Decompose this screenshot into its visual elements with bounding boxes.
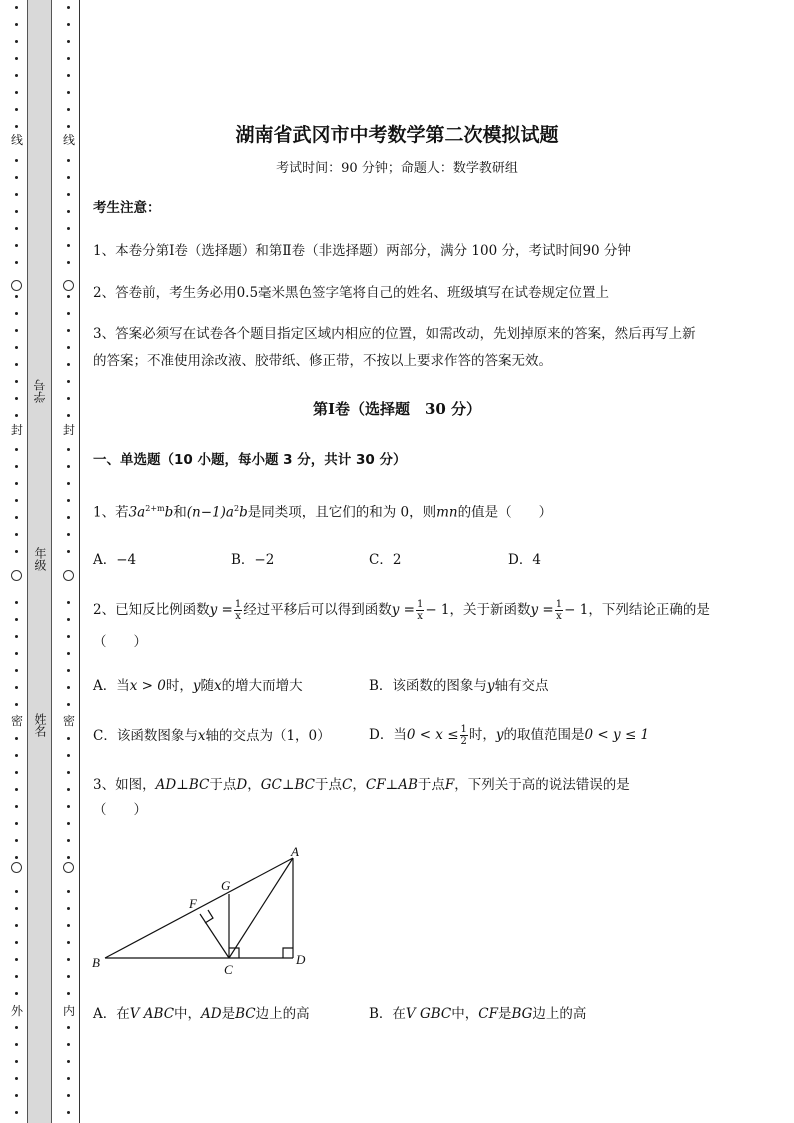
margin-dot [15, 788, 18, 791]
margin-dot [15, 754, 18, 757]
margin-dot [67, 975, 70, 978]
q2-fraction-3 [555, 599, 563, 622]
label-b: B [92, 955, 100, 970]
q3-point-f: F [444, 777, 455, 793]
q3-point-d: D [236, 777, 248, 793]
outer-label-xian: 线 [10, 133, 23, 147]
margin-dot [67, 6, 70, 9]
margin-dot [15, 652, 18, 655]
margin-circle [63, 280, 74, 291]
margin-dot [67, 1077, 70, 1080]
q3-optb-seg2: BG [511, 1006, 533, 1022]
q3-point-c: C [342, 777, 353, 793]
q1-prefix: 1、若 [93, 504, 129, 521]
question-3: 3、如图，AD⊥BC于点D，GC⊥BC于点C，CF⊥AB于点F，下列关于高的说法错误的是 [93, 777, 630, 793]
margin-dot [67, 941, 70, 944]
q3-at-point-2: 于点 [315, 777, 343, 793]
inner-label-xian: 线 [62, 133, 75, 147]
margin-dot [67, 1060, 70, 1063]
q2-text1: 经过平移后可以得到函数 [243, 602, 392, 618]
margin-dot [67, 244, 70, 247]
margin-dot [67, 23, 70, 26]
margin-dot [15, 74, 18, 77]
margin-dot [15, 1111, 18, 1114]
outer-label-feng: 封 [10, 423, 23, 437]
label-c: C [224, 962, 233, 977]
q2-option-d [369, 718, 649, 752]
q3-opta-seg: AD [201, 1006, 222, 1022]
q2-fraction-1 [234, 599, 242, 622]
q2-optb-y: y [486, 678, 495, 694]
q2-opta-y: y [192, 678, 201, 694]
q2-optd-y: y [495, 727, 504, 743]
margin-dot [15, 618, 18, 621]
q3-cond-2: GC⊥BC [260, 777, 316, 793]
q2-text2: ，关于新函数 [449, 602, 531, 618]
outer-label-mi: 密 [10, 714, 23, 728]
margin-dot [15, 601, 18, 604]
margin-dot [15, 23, 18, 26]
margin-dot [15, 822, 18, 825]
field-grade: 年级 [33, 547, 47, 571]
q1-option-c: C．2 [369, 552, 402, 568]
q1-option-d: D．4 [508, 552, 541, 568]
margin-dot [15, 992, 18, 995]
notice-item-1: 1、本卷分第Ⅰ卷（选择题）和第Ⅱ卷（非选择题）两部分，满分 100 分，考试时间90 分钟 [93, 243, 631, 259]
q2-frac2-num: 1 [416, 599, 424, 610]
margin-dot [67, 635, 70, 638]
margin-circle [63, 862, 74, 873]
q2-f2-tail: − 1 [425, 602, 450, 618]
q2-optd-range: 0 < y ≤ 1 [584, 727, 650, 743]
margin-dot [15, 839, 18, 842]
q3-prefix: 3、如图， [93, 777, 156, 793]
margin-dot [15, 958, 18, 961]
right-angle-d [283, 948, 293, 958]
margin-dot [67, 550, 70, 553]
margin-dot [15, 210, 18, 213]
margin-dot [67, 686, 70, 689]
margin-dot [15, 737, 18, 740]
q3-cond-1: AD⊥BC [155, 777, 210, 793]
q3-paren: （ ） [93, 802, 147, 818]
margin-dot [15, 890, 18, 893]
margin-dot [67, 992, 70, 995]
exam-title: 湖南省武冈市中考数学第二次模拟试题 [235, 124, 559, 146]
q2-opta-x: x [214, 678, 222, 694]
margin-dot [15, 1026, 18, 1029]
q2-opta-cond: x > 0 [129, 678, 166, 694]
margin-dot [67, 703, 70, 706]
q3-opta-text: A．在 [93, 1006, 130, 1022]
q2-opta-text: A．当 [93, 678, 130, 694]
q2-optd-text: D．当 [369, 727, 407, 743]
q2-prefix: 2、已知反比例函数 [93, 602, 210, 618]
q1-middle: 是同类项，且它们的和为 0，则 [247, 504, 437, 521]
q2-frac3-den: x [556, 611, 562, 622]
margin-dot [67, 482, 70, 485]
q2-optd-den: 2 [460, 736, 467, 747]
q2-optd-cond: 0 < x ≤ [406, 727, 459, 743]
q2-frac1-den: x [235, 611, 241, 622]
q1-expr2: (n−1)a [186, 504, 234, 521]
q3-opta-seg2: BC [235, 1006, 256, 1022]
q2-optd-mid: 时， [468, 727, 496, 743]
q3-optb-triangle: V GBC [405, 1006, 452, 1022]
margin-dot [15, 108, 18, 111]
q1-var: mn [436, 504, 458, 521]
q2-option-c [93, 726, 331, 746]
q2-opta-mid: 时， [165, 678, 193, 694]
q3-option-a [93, 1004, 310, 1024]
part-heading: 一、单选题（10 小题，每小题 3 分，共计 30 分） [93, 452, 407, 468]
q3-at-point-3: 于点 [417, 777, 445, 793]
margin-dot [15, 550, 18, 553]
margin-dot [67, 380, 70, 383]
q2-opta-tail: 的增大而增大 [221, 678, 303, 694]
q1-suffix: 的值是（ ） [457, 504, 553, 521]
margin-dot [67, 601, 70, 604]
margin-dot [67, 754, 70, 757]
section-title: 第Ⅰ卷（选择题 30 分） [312, 400, 482, 418]
margin-dot [67, 312, 70, 315]
q1-expr1-tail: b [164, 504, 174, 521]
q3-optb-seg: CF [478, 1006, 498, 1022]
margin-circle [11, 570, 22, 581]
q2-optd-num: 1 [460, 724, 467, 735]
margin-dot [67, 40, 70, 43]
margin-dot [67, 907, 70, 910]
q1-option-b: B．−2 [231, 552, 275, 568]
q2-optb-text: B．该函数的图象与 [369, 678, 487, 694]
margin-dot [15, 499, 18, 502]
notice-item-3-line-2: 的答案；不准使用涂改液、胶带纸、修正带，不按以上要求作答的答案无效。 [93, 353, 552, 369]
q2-optd-mid2: 的取值范围是 [503, 727, 585, 743]
margin-dot [15, 907, 18, 910]
margin-dot [15, 703, 18, 706]
margin-dot [67, 74, 70, 77]
q2-optd-fraction [460, 724, 468, 747]
notice-item-2: 2、答卷前，考生务必用0.5毫米黑色签字笔将自己的姓名、班级填写在试卷规定位置上 [93, 285, 610, 301]
inner-label-feng: 封 [62, 423, 75, 437]
margin-dot [67, 1111, 70, 1114]
margin-dot [15, 363, 18, 366]
margin-dot [67, 193, 70, 196]
label-g: G [221, 878, 231, 893]
margin-dot [67, 176, 70, 179]
margin-circle [63, 570, 74, 581]
margin-dot [15, 312, 18, 315]
q2-fraction-2 [416, 599, 424, 622]
q2-paren: （ ） [93, 634, 147, 650]
q3-opta-tail: 边上的高 [255, 1006, 310, 1022]
q3-opta-mid: 中， [174, 1006, 202, 1022]
q2-f2-lhs: y = [391, 602, 415, 618]
margin-dot [67, 448, 70, 451]
margin-dot [67, 108, 70, 111]
margin-dot [15, 635, 18, 638]
margin-dot [67, 329, 70, 332]
segment-cf [200, 914, 229, 958]
margin-dot [67, 669, 70, 672]
label-f: F [189, 896, 197, 911]
notice-heading: 考生注意： [93, 200, 161, 216]
margin-dot [15, 329, 18, 332]
q2-option-b [369, 676, 549, 696]
q2-frac3-num: 1 [555, 599, 563, 610]
margin-dot [67, 1043, 70, 1046]
margin-dot [67, 652, 70, 655]
margin-dot [67, 890, 70, 893]
margin-dot [67, 822, 70, 825]
q2-optc-x: x [197, 728, 206, 744]
margin-dot [67, 91, 70, 94]
exam-subtitle: 考试时间：90 分钟；命题人：数学教研组 [276, 161, 518, 176]
margin-dot [15, 380, 18, 383]
margin-circle [11, 280, 22, 291]
q1-expr2-tail: b [239, 504, 248, 521]
margin-dot [15, 533, 18, 536]
q3-opta-triangle: V ABC [129, 1006, 175, 1022]
margin-dot [15, 516, 18, 519]
margin-dot [67, 227, 70, 230]
margin-dot [67, 856, 70, 859]
q2-optb-tail: 轴有交点 [494, 678, 549, 694]
margin-dot [15, 346, 18, 349]
q2-optc-tail: 轴的交点为（1，0） [205, 728, 331, 744]
margin-circle [11, 862, 22, 873]
margin-dot [15, 295, 18, 298]
q2-text3: ，下列结论正确的是 [588, 602, 710, 618]
q2-opta-mid2: 随 [200, 678, 214, 694]
q1-and: 和 [173, 504, 187, 521]
q3-opta-mid2: 是 [221, 1006, 236, 1022]
margin-dot [15, 448, 18, 451]
margin-dot [15, 40, 18, 43]
margin-dot [15, 669, 18, 672]
margin-dot [15, 941, 18, 944]
margin-dot [67, 771, 70, 774]
notice-item-3-line-1: 3、答案必须写在试卷各个题目指定区域内相应的位置，如需改动，先划掉原来的答案，然后再写上新 [93, 326, 696, 342]
q3-triangle-figure [88, 840, 318, 980]
margin-dot [67, 210, 70, 213]
margin-dot [15, 57, 18, 60]
q1-option-a: A．−4 [93, 552, 137, 568]
margin-dot [15, 975, 18, 978]
margin-dot [67, 958, 70, 961]
margin-dot [67, 618, 70, 621]
margin-dot [15, 465, 18, 468]
margin-dot [67, 261, 70, 264]
field-student-id: 学号 [33, 379, 47, 403]
margin-dot [15, 805, 18, 808]
q3-at-point-1: 于点 [209, 777, 237, 793]
q2-f3-tail: − 1 [564, 602, 589, 618]
margin-dot [15, 6, 18, 9]
margin-dot [67, 57, 70, 60]
margin-dot [67, 533, 70, 536]
q3-option-b [369, 1004, 586, 1024]
margin-dot [67, 363, 70, 366]
margin-dot [67, 295, 70, 298]
q3-cond-3: CF⊥AB [365, 777, 418, 793]
margin-dot [67, 805, 70, 808]
question-1 [93, 499, 552, 523]
q2-frac1-num: 1 [234, 599, 242, 610]
q1-expr2-exponent: 2 [233, 504, 240, 513]
margin-dot [15, 482, 18, 485]
inner-label-nei: 内 [62, 1004, 75, 1018]
inner-label-mi: 密 [62, 714, 75, 728]
segment-ac [229, 858, 293, 958]
q2-f3-lhs: y = [530, 602, 554, 618]
field-name: 姓名 [33, 713, 47, 737]
q3-optb-mid: 中， [451, 1006, 479, 1022]
label-a: A [291, 844, 299, 859]
q3-optb-text: B．在 [369, 1006, 406, 1022]
margin-dot [67, 839, 70, 842]
margin-dot [15, 244, 18, 247]
margin-dot [67, 465, 70, 468]
margin-dot [67, 499, 70, 502]
margin-dot [15, 91, 18, 94]
q2-frac2-den: x [417, 611, 423, 622]
outer-label-wai: 外 [10, 1004, 23, 1018]
margin-dot [67, 1094, 70, 1097]
margin-dot [15, 1094, 18, 1097]
margin-dot [15, 176, 18, 179]
margin-dot [15, 261, 18, 264]
margin-dot [67, 788, 70, 791]
q2-f1-lhs: y = [209, 602, 233, 618]
q1-expr1-exponent: 2+m [145, 504, 165, 513]
q2-option-a [93, 676, 303, 696]
q1-expr1: 3a [128, 504, 146, 521]
margin-dot [15, 1043, 18, 1046]
margin-dot [67, 346, 70, 349]
margin-dot [67, 737, 70, 740]
q2-optc-text: C．该函数图象与 [93, 728, 198, 744]
margin-dot [15, 924, 18, 927]
right-angle-f [205, 910, 213, 923]
segment-ab [105, 858, 293, 958]
margin-dot [15, 1060, 18, 1063]
margin-dot [15, 686, 18, 689]
margin-dot [67, 1026, 70, 1029]
question-2 [93, 597, 710, 623]
margin-dot [15, 856, 18, 859]
margin-dot [67, 924, 70, 927]
margin-dot [15, 771, 18, 774]
margin-dot [15, 193, 18, 196]
margin-dot [15, 1077, 18, 1080]
margin-dot [67, 516, 70, 519]
q3-optb-mid2: 是 [497, 1006, 512, 1022]
margin-dot [15, 227, 18, 230]
q3-optb-tail: 边上的高 [532, 1006, 587, 1022]
label-d: D [296, 952, 306, 967]
q3-suffix: ，下列关于高的说法错误的是 [454, 777, 630, 793]
